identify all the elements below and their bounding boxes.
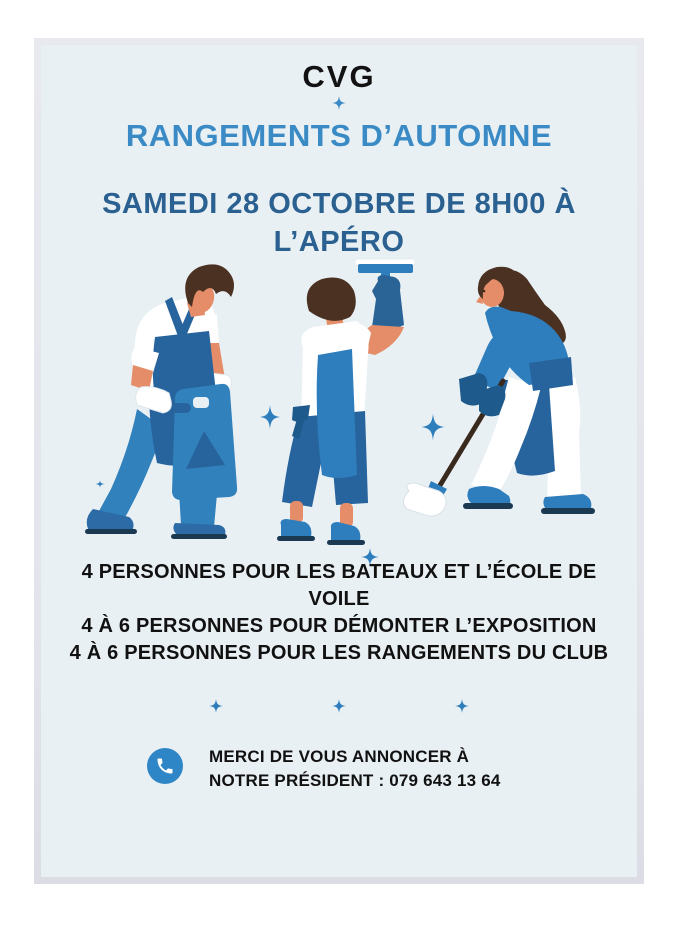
contact-line2: NOTRE PRÉSIDENT : 079 643 13 64 [209,771,501,790]
sparkle-icon [329,96,349,115]
org-title: CVG [302,59,376,94]
phone-icon [147,748,183,784]
cleaner-with-mop [403,267,595,516]
event-title: RANGEMENTS D’AUTOMNE [125,118,553,153]
contact-block [147,745,501,793]
sparkle-icon [332,699,346,713]
sparkle-divider [41,699,637,713]
cleaner-with-squeegee [277,259,415,545]
cleaner-with-sign [85,264,237,539]
volunteer-needs-list [49,559,629,667]
wet-floor-sign [171,384,237,500]
poster [41,45,637,877]
event-datetime-line1: SAMEDI 28 OCTOBRE DE 8H00 À [102,188,576,220]
contact-text [209,745,501,793]
sparkle-icon [455,699,469,713]
need-item: 4 À 6 PERSONNES POUR LES RANGEMENTS DU CLUB [69,642,609,664]
sparkle-icon [209,699,223,713]
need-item: 4 PERSONNES POUR LES BATEAUX ET L’ÉCOLE DE VOILE [81,561,597,610]
poster-frame [34,38,644,884]
need-item: 4 À 6 PERSONNES POUR DÉMONTER L’EXPOSITION [81,615,597,637]
cleaning-crew-illustration [41,251,637,551]
contact-line1: MERCI DE VOUS ANNONCER À [209,747,470,766]
event-datetime [41,185,637,261]
event-datetime-line2: L’APÉRO [273,226,405,258]
